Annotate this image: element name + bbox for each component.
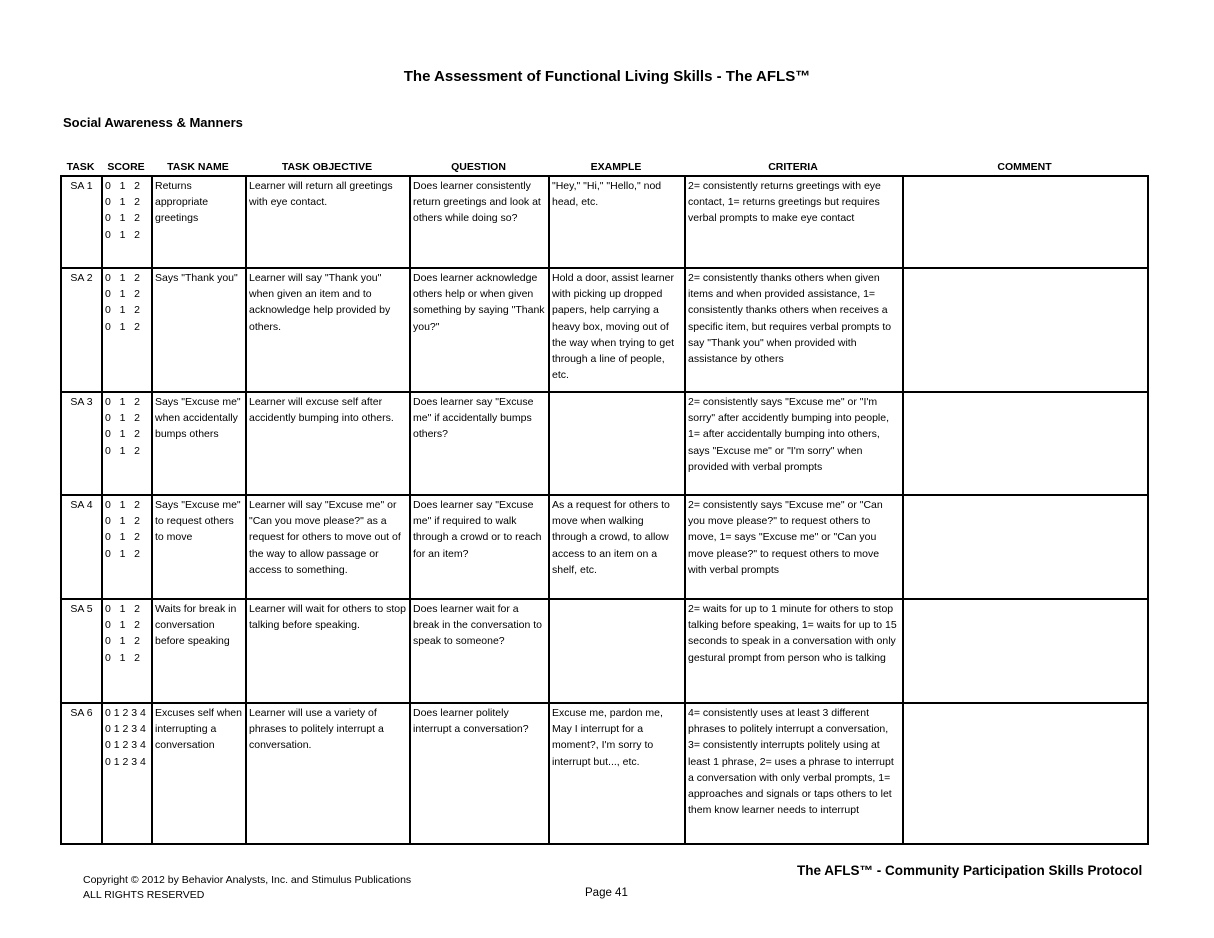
table-row	[61, 703, 1148, 844]
comment-cell[interactable]	[903, 176, 1148, 268]
score-option-line[interactable]: 0 1 2 3 4	[105, 755, 146, 768]
score-cell	[102, 599, 152, 703]
example-cell: "Hey," "Hi," "Hello," nod head, etc.	[549, 176, 685, 268]
question-cell: Does learner consistently return greetings and look at others while doing so?	[410, 176, 549, 268]
skills-table	[60, 175, 1149, 845]
example-cell: As a request for others to move when walking through a crowd, to allow access to an item on a shelf, etc.	[549, 495, 685, 599]
task-name-cell: Says "Excuse me" to request others to move	[152, 495, 246, 599]
task-id: SA 5	[61, 599, 102, 703]
task-id: SA 6	[61, 703, 102, 844]
comment-cell[interactable]	[903, 392, 1148, 495]
score-option-line[interactable]: 0 1 2	[105, 180, 141, 192]
example-cell: Excuse me, pardon me, May I interrupt for a moment?, I'm sorry to interrupt but..., etc.	[549, 703, 685, 844]
criteria-cell: 2= consistently returns greetings with eye contact, 1= returns greetings but requires verbal prompts to make eye contact	[685, 176, 903, 268]
comment-cell[interactable]	[903, 495, 1148, 599]
footer-copyright	[83, 873, 411, 903]
score-cell	[102, 176, 152, 268]
score-option-line[interactable]: 0 1 2	[105, 212, 141, 225]
score-option-line[interactable]: 0 1 2	[105, 304, 141, 317]
score-option-line[interactable]: 0 1 2	[105, 272, 141, 284]
question-cell: Does learner acknowledge others help or when given something by saying "Thank you?"	[410, 268, 549, 392]
question-cell: Does learner say "Excuse me" if accidentally bumps others?	[410, 392, 549, 495]
rights-text: ALL RIGHTS RESERVED	[83, 889, 205, 901]
score-option-line[interactable]: 0 1 2	[105, 320, 141, 333]
score-option-line[interactable]: 0 1 2	[105, 619, 141, 632]
score-option-line[interactable]: 0 1 2	[105, 547, 141, 560]
score-option-line[interactable]: 0 1 2	[105, 444, 141, 457]
task-id: SA 4	[61, 495, 102, 599]
question-cell: Does learner wait for a break in the conversation to speak to someone?	[410, 599, 549, 703]
score-option-line[interactable]: 0 1 2	[105, 651, 141, 664]
page-number: Page 41	[585, 887, 628, 899]
task-objective-cell: Learner will say "Excuse me" or "Can you move please?" as a request for others to move out of the way to allow passage or access to something.	[246, 495, 410, 599]
comment-cell[interactable]	[903, 268, 1148, 392]
task-name-cell: Returns appropriate greetings	[152, 176, 246, 268]
comment-cell[interactable]	[903, 599, 1148, 703]
score-cell	[102, 392, 152, 495]
section-title: Social Awareness & Manners	[63, 115, 243, 130]
score-option-line[interactable]: 0 1 2	[105, 515, 141, 528]
example-cell	[549, 599, 685, 703]
task-id: SA 3	[61, 392, 102, 495]
criteria-cell: 4= consistently uses at least 3 different phrases to politely interrupt a conversation, 3= consistently interrupts politely using at least 1 phrase, 2= uses a phrase to interrupt a conversation with only verbal prompts, 1= approaches and signals or taps others to let them know learner needs to interrupt	[685, 703, 903, 844]
table-row	[61, 176, 1148, 268]
header-example: EXAMPLE	[590, 161, 642, 173]
comment-cell[interactable]	[903, 703, 1148, 844]
score-cell	[102, 268, 152, 392]
score-option-line[interactable]: 0 1 2	[105, 288, 141, 301]
score-option-line[interactable]: 0 1 2	[105, 396, 141, 408]
copyright-text: Copyright © 2012 by Behavior Analysts, Inc. and Stimulus Publications	[83, 874, 412, 886]
score-option-line[interactable]: 0 1 2	[105, 428, 141, 441]
table-row	[61, 495, 1148, 599]
table-row	[61, 392, 1148, 495]
criteria-cell: 2= consistently says "Excuse me" or "Can you move please?" to request others to move, 1= says "Excuse me" or "Can you move please?" to request others to move with verbal prompts	[685, 495, 903, 599]
question-cell: Does learner say "Excuse me" if required to walk through a crowd or to reach for an item?	[410, 495, 549, 599]
score-option-line[interactable]: 0 1 2	[105, 531, 141, 544]
score-option-line[interactable]: 0 1 2	[105, 635, 141, 648]
question-cell: Does learner politely interrupt a conversation?	[410, 703, 549, 844]
header-score: SCORE	[107, 161, 145, 173]
example-cell	[549, 392, 685, 495]
task-name-cell: Says "Excuse me" when accidentally bumps others	[152, 392, 246, 495]
example-cell: Hold a door, assist learner with picking up dropped papers, help carrying a heavy box, moving out of the way when trying to get through a line of people, etc.	[549, 268, 685, 392]
header-task-objective: TASK OBJECTIVE	[281, 161, 373, 173]
protocol-title: The AFLS™ - Community Participation Skills Protocol	[797, 863, 1143, 878]
criteria-cell: 2= waits for up to 1 minute for others to stop talking before speaking, 1= waits for up to 15 seconds to speak in a conversation with only gestural prompt from person who is talking	[685, 599, 903, 703]
header-criteria: CRITERIA	[768, 161, 818, 173]
score-option-line[interactable]: 0 1 2	[105, 228, 141, 241]
score-option-line[interactable]: 0 1 2 3 4	[105, 739, 146, 752]
task-name-cell: Waits for break in conversation before speaking	[152, 599, 246, 703]
task-objective-cell: Learner will excuse self after accidently bumping into others.	[246, 392, 410, 495]
header-comment: COMMENT	[997, 161, 1052, 173]
score-option-line[interactable]: 0 1 2	[105, 603, 141, 615]
task-name-cell: Says "Thank you"	[152, 268, 246, 392]
task-objective-cell: Learner will use a variety of phrases to politely interrupt a conversation.	[246, 703, 410, 844]
score-cell	[102, 703, 152, 844]
score-option-line[interactable]: 0 1 2	[105, 196, 141, 209]
task-id: SA 1	[61, 176, 102, 268]
task-objective-cell: Learner will wait for others to stop talking before speaking.	[246, 599, 410, 703]
task-objective-cell: Learner will say "Thank you" when given an item and to acknowledge help provided by others.	[246, 268, 410, 392]
score-option-line[interactable]: 0 1 2 3 4	[105, 707, 146, 719]
task-id: SA 2	[61, 268, 102, 392]
task-name-cell: Excuses self when interrupting a conversation	[152, 703, 246, 844]
score-option-line[interactable]: 0 1 2 3 4	[105, 723, 146, 736]
score-option-line[interactable]: 0 1 2	[105, 499, 141, 511]
criteria-cell: 2= consistently says "Excuse me" or "I'm sorry" after accidently bumping into people, 1= after accidentally bumping into others, says "Excuse me" or "I'm sorry" when provided with verbal prompts	[685, 392, 903, 495]
header-question: QUESTION	[451, 161, 506, 173]
table-row	[61, 268, 1148, 392]
criteria-cell: 2= consistently thanks others when given items and when provided assistance, 1= consistently thanks others when receives a specific item, but requires verbal prompts to say "Thank you" when provided with assistance by others	[685, 268, 903, 392]
score-option-line[interactable]: 0 1 2	[105, 412, 141, 425]
score-cell	[102, 495, 152, 599]
document-title: The Assessment of Functional Living Skills - The AFLS™	[403, 68, 811, 85]
header-task-name: TASK NAME	[167, 161, 229, 173]
header-task: TASK	[66, 161, 95, 173]
task-objective-cell: Learner will return all greetings with eye contact.	[246, 176, 410, 268]
table-row	[61, 599, 1148, 703]
